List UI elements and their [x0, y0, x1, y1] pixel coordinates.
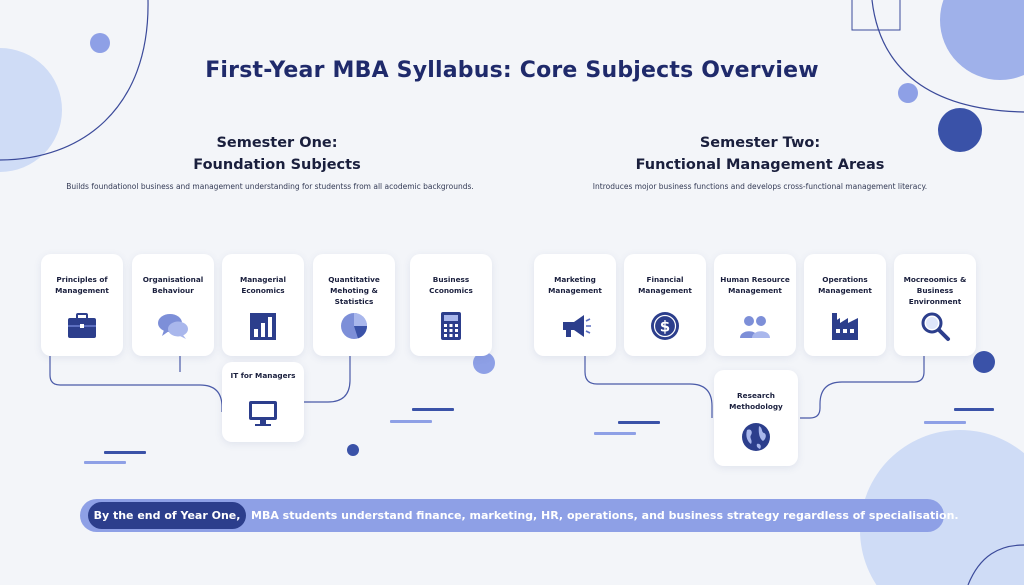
subject-card-it-for-managers: [222, 362, 304, 442]
bar-chart-icon: [246, 309, 280, 343]
dollar-coin-icon: [648, 309, 682, 343]
subject-card-financial-management: [624, 254, 706, 356]
semester-two-description: Introduces mojor business functions and develops cross-functional management literacy.: [592, 182, 928, 191]
people-icon: [738, 309, 772, 343]
subject-card-business-economics: [410, 254, 492, 356]
pie-chart-icon: [337, 309, 371, 343]
factory-icon: [828, 309, 862, 343]
footer-summary-text: MBA students understand finance, marketing, HR, operations, and business strategy regardless of specialisation.: [251, 509, 959, 522]
semester-one-heading-line1: Semester One:: [216, 135, 338, 151]
svg-text:$: $: [659, 317, 671, 336]
semester-one-description: Builds foundationol business and management understanding for studentss from all acodemic backgrounds.: [66, 182, 474, 191]
subject-card-organisational-behaviour: [132, 254, 214, 356]
subject-card-human-resource-management: [714, 254, 796, 356]
subject-card-operations-management: [804, 254, 886, 356]
footer-lead-text: By the end of Year One,: [93, 509, 241, 522]
subject-label: Business Cconomics: [429, 275, 473, 295]
subject-card-research-methodology: [714, 370, 798, 466]
subject-label: Financial Management: [638, 275, 692, 295]
monitor-icon: [246, 396, 280, 430]
semester-one-heading-line2: Foundation Subjects: [193, 157, 361, 173]
page-title: First-Year MBA Syllabus: Core Subjects Overview: [205, 58, 819, 83]
subject-label: Organisational Behaviour: [142, 275, 204, 295]
subject-card-quantitative-methods: [313, 254, 395, 356]
subject-label: Quantitative Mehoting & Statistics: [328, 275, 380, 306]
subject-label: Principles of Management: [55, 275, 109, 295]
megaphone-icon: [558, 309, 592, 343]
subject-card-managerial-economics: [222, 254, 304, 356]
subject-label: IT for Managers: [230, 371, 296, 380]
globe-icon: [739, 420, 773, 454]
subject-card-principles-of-management: [41, 254, 123, 356]
semester-two-heading-line2: Functional Management Areas: [635, 157, 885, 173]
subject-card-macroeconomics: [894, 254, 976, 356]
semester-two-heading: [610, 132, 910, 176]
calculator-icon: [434, 309, 468, 343]
subject-label: Human Resource Management: [720, 275, 790, 295]
subject-label: Mocreoomics & Business Environment: [903, 275, 967, 306]
speech-bubbles-icon: [156, 309, 190, 343]
subject-label: Operations Management: [818, 275, 872, 295]
subject-label: Marketing Management: [548, 275, 602, 295]
subject-card-marketing-management: [534, 254, 616, 356]
semester-two-heading-line1: Semester Two:: [699, 135, 821, 151]
subject-label: Managerial Economics: [239, 275, 286, 295]
magnifier-icon: [918, 309, 952, 343]
briefcase-icon: [65, 309, 99, 343]
semester-one-heading: [137, 132, 417, 176]
subject-label: Research Methodology: [729, 391, 783, 411]
